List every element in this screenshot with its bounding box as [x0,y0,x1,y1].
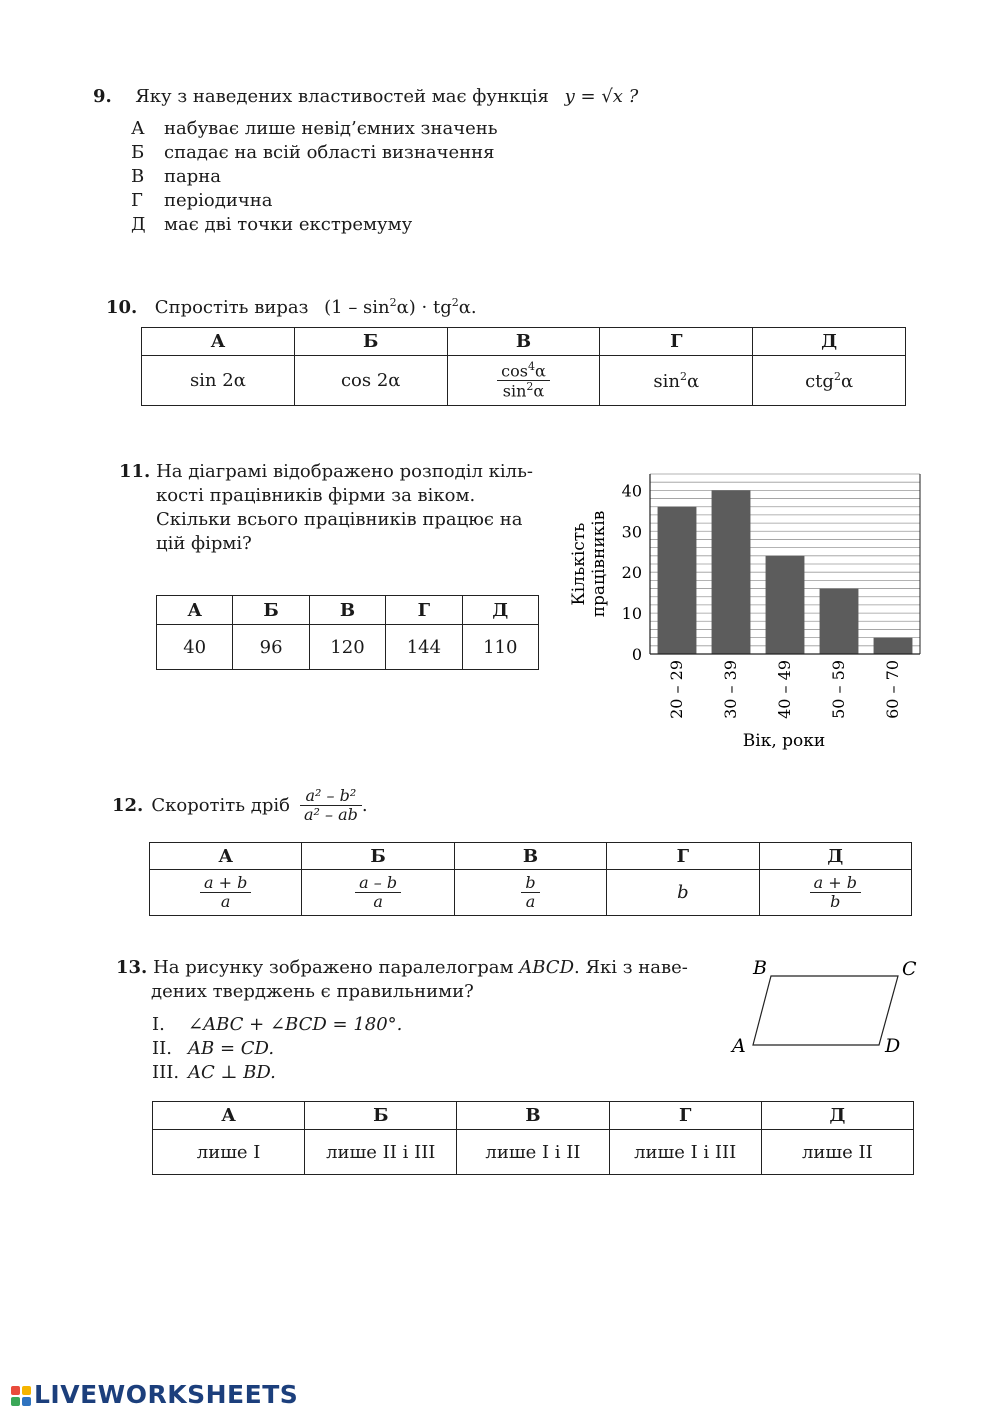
x-tick-label: 20 – 29 [667,660,686,719]
liveworksheets-logo[interactable] [10,1380,298,1410]
answer-cell-d[interactable]: $\sin^2\alpha$ [600,356,753,406]
option-text: набуває лише невід’ємних значень [164,118,498,139]
q9-formula: y = √x ? [564,86,639,107]
parallelogram-figure [725,955,925,1060]
q10-formula: $(1 - \sin^2\alpha) \cdot tg^2\alpha$. [324,296,477,318]
answer-cell-c[interactable]: 120 [309,625,385,670]
logo-text: LIVEWORKSHEETS [34,1380,299,1409]
q9-number: 9. [93,86,112,107]
answer-letter: Г [607,843,759,870]
option-text: періодична [164,190,273,211]
q9-option-c[interactable] [131,165,221,189]
answer-letter: В [457,1102,609,1130]
answer-letter: Б [305,1102,457,1130]
x-tick-label: 60 – 70 [883,660,902,719]
statement-3: III. AC ⊥ BD. [152,1062,276,1083]
answer-letter: В [454,843,606,870]
bar-4 [874,638,913,654]
y-tick-labels [622,481,642,664]
q12-text: Скоротіть дріб [151,794,290,816]
q10-text: Спростіть вираз [154,297,309,318]
answer-letter: А [153,1102,305,1130]
q13-number: 13. [116,957,148,978]
y-tick-label: 10 [621,604,642,624]
answer-cell-b[interactable]: 96 [233,625,309,670]
answer-letter: В [447,328,600,356]
x-tick-label: 50 – 59 [829,660,848,719]
answer-cell-a[interactable]: sin 2α [142,356,295,406]
q13-answer-table [152,1101,914,1175]
answer-letter: А [150,843,302,870]
y-tick-label: 30 [621,522,642,542]
vertex-d-label: D [885,1035,901,1057]
q10-answer-table [141,327,906,406]
q13-question: 13. На рисунку зображено паралелограм ABCD. Які з наве- дених тверджень є правильними? [116,957,688,1002]
x-tick-label: 40 – 49 [775,660,794,719]
y-tick-label: 0 [631,645,642,664]
statement-1: I. ∠ABC + ∠BCD = 180°. [152,1014,403,1035]
answer-cell-d[interactable]: 144 [386,625,462,670]
q11-text-line: кості працівників фірми за віком. [156,485,476,506]
answer-letter: Д [761,1102,913,1130]
answer-letter: А [157,596,233,625]
parallelogram-shape [753,976,898,1045]
q9-option-b[interactable] [131,141,495,165]
answer-letter: Г [609,1102,761,1130]
answer-cell-a[interactable]: лише I [153,1130,305,1175]
q13-text-line2: дених тверджень є правильними? [151,981,474,1002]
vertex-a-label: A [732,1035,746,1057]
answer-cell-e[interactable]: ctg$^2$α [753,356,906,406]
bar-1 [712,490,751,654]
answer-cell-e[interactable]: лише II [761,1130,913,1175]
answer-cell-b[interactable]: $\frac{a - b}{a}$ [302,870,454,916]
option-letter: Б [131,142,145,163]
q11-text-line: Скільки всього працівників працює на [156,509,523,530]
vertex-c-label: C [902,958,917,980]
q10-number: 10. [106,297,138,318]
y-axis-label-line1: Кількість [569,522,589,606]
q11-text-line: На діаграмі відображено розподіл кіль- [156,461,533,482]
answer-cell-e[interactable]: 110 [462,625,538,670]
answer-cell-c[interactable]: $\frac{\cos^4\alpha}{\sin^2\alpha}$ [447,356,600,406]
x-tick-labels [667,660,902,719]
answer-cell-a[interactable]: 40 [157,625,233,670]
answer-letter: Г [386,596,462,625]
x-tick-label: 30 – 39 [721,660,740,719]
answer-letter: Д [462,596,538,625]
y-tick-label: 20 [621,563,642,583]
option-text: має дві точки екстремуму [164,214,413,235]
q12-fraction: $\frac{\text{a² – b²}}{\text{a² – ab}}$ [300,787,362,823]
answer-letter: В [309,596,385,625]
answer-letter: Д [753,328,906,356]
answer-cell-d[interactable]: лише I і III [609,1130,761,1175]
answer-cell-c[interactable]: лише I і II [457,1130,609,1175]
answer-letter: Г [600,328,753,356]
y-tick-label: 40 [621,481,642,501]
q12-number: 12. [112,794,144,816]
answer-cell-d[interactable]: b [607,870,759,916]
option-letter: В [131,166,145,187]
option-letter: А [131,118,145,139]
bar-0 [658,507,697,654]
q9-question [93,84,638,110]
q11-question [119,460,544,556]
answer-letter: А [142,328,295,356]
bar-2 [766,556,805,654]
answer-letter: Б [302,843,454,870]
option-text: спадає на всій області визначення [164,142,495,163]
q9-option-e[interactable] [131,213,412,237]
answer-letter: Б [233,596,309,625]
y-axis-label-line2: працівників [589,510,609,618]
q13-statements [152,1013,402,1085]
option-letter: Д [131,214,146,235]
answer-cell-b[interactable]: лише II і III [305,1130,457,1175]
answer-cell-e[interactable]: $\frac{a + b}{b}$ [759,870,911,916]
x-axis-label: Вік, роки [742,731,826,751]
liveworksheets-logo-icon [10,1385,32,1407]
statement-2: II. AB = CD. [152,1038,275,1059]
answer-letter: Б [294,328,447,356]
q9-option-a[interactable] [131,117,498,141]
answer-cell-b[interactable]: cos 2α [294,356,447,406]
q11-text-line: цій фірмі? [156,533,252,554]
answer-letter: Д [759,843,911,870]
answer-cell-a[interactable]: $\frac{a + b}{a}$ [150,870,302,916]
option-text: парна [164,166,221,187]
age-distribution-chart [560,460,940,760]
q12-answer-table [149,842,912,916]
q9-option-d[interactable] [131,189,272,213]
q9-text: Яку з наведених властивостей має функція [135,86,549,107]
bar-3 [820,589,859,654]
q11-answer-table [156,595,539,670]
vertex-b-label: B [753,957,767,979]
option-letter: Г [131,190,143,211]
q12-question: 12. Скоротіть дріб $\frac{\text{a² – b²}}{\text{a² – ab}}$ . [112,785,368,824]
answer-cell-c[interactable]: $\frac{b}{a}$ [454,870,606,916]
q10-question [106,290,477,316]
q11-number: 11. [119,461,151,482]
